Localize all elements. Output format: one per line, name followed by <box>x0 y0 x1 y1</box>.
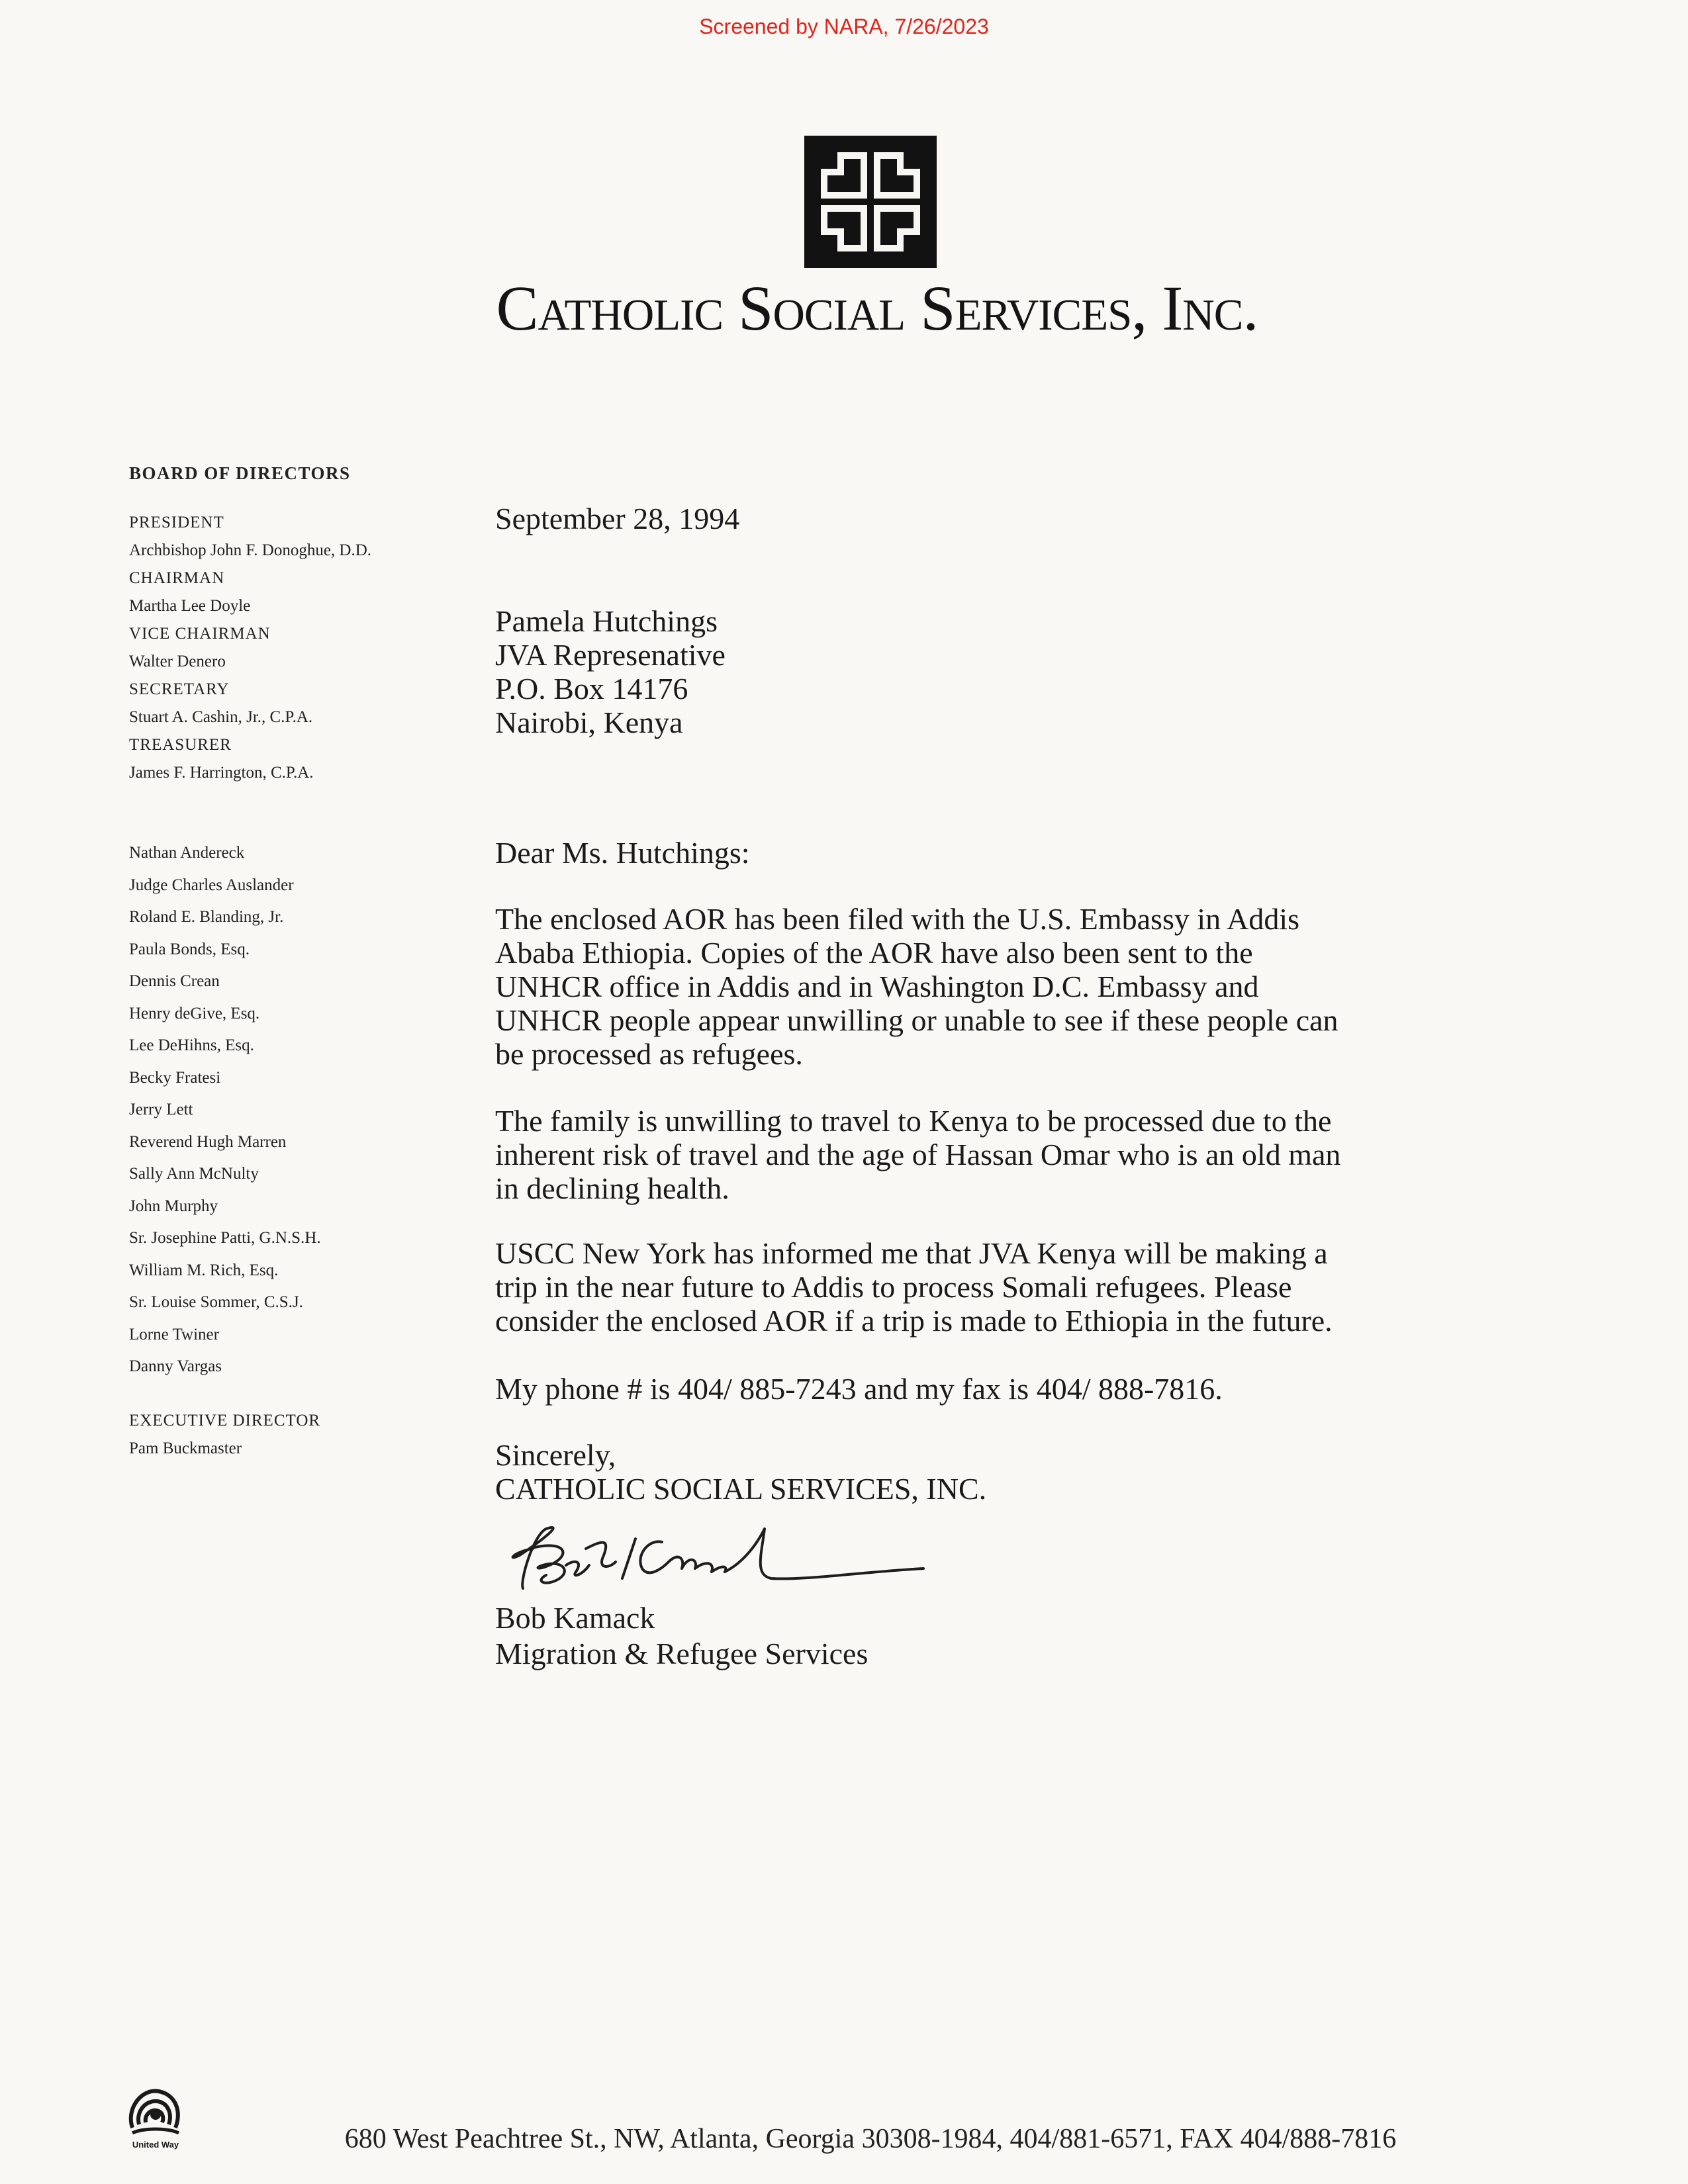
board-members <box>129 837 473 1383</box>
recipient-address <box>495 604 726 739</box>
organization-name: Catholic Social Services, Inc. <box>496 273 1258 343</box>
board-member: Danny Vargas <box>129 1357 222 1375</box>
board-member: Paula Bonds, Esq. <box>129 940 250 958</box>
paragraph-line: consider the enclosed AOR if a trip is made to Ethiopia in the future. <box>495 1304 1333 1338</box>
officer-name: Stuart A. Cashin, Jr., C.P.A. <box>129 708 313 726</box>
officer-role: PRESIDENT <box>129 514 224 531</box>
handwritten-signature <box>493 1502 970 1602</box>
paragraph-1 <box>495 902 1528 1071</box>
board-officers <box>129 509 473 787</box>
board-member: Roland E. Blanding, Jr. <box>129 908 284 926</box>
officer-name: Walter Denero <box>129 653 226 670</box>
officer-role: CHAIRMAN <box>129 569 225 587</box>
board-member: Reverend Hugh Marren <box>129 1132 287 1151</box>
paragraph-line: inherent risk of travel and the age of Hassan Omar who is an old man <box>495 1138 1341 1171</box>
paragraph-line: Ababa Ethiopia. Copies of the AOR have also been sent to the <box>495 936 1253 970</box>
footer-address: 680 West Peachtree St., NW, Atlanta, Georgia 30308-1984, 404/881-6571, FAX 404/888-7816 <box>344 2124 1397 2154</box>
officer-name: James F. Harrington, C.P.A. <box>129 764 314 782</box>
paragraph-2 <box>495 1104 1528 1205</box>
board-member: John Murphy <box>129 1197 218 1215</box>
cross-logo-icon <box>804 136 937 268</box>
paragraph-line: The family is unwilling to travel to Kenya to be processed due to the <box>495 1104 1332 1138</box>
address-line: JVA Represenative <box>495 638 726 672</box>
board-member: Jerry Lett <box>129 1101 193 1118</box>
board-member: Lee DeHihns, Esq. <box>129 1036 254 1054</box>
paragraph-line: USCC New York has informed me that JVA Kenya will be making a <box>495 1236 1328 1270</box>
board-member: William M. Rich, Esq. <box>129 1261 279 1279</box>
paragraph-line: be processed as refugees. <box>495 1037 803 1071</box>
board-member: Lorne Twiner <box>129 1325 219 1343</box>
paragraph-line: The enclosed AOR has been filed with the U.S. Embassy in Addis <box>495 902 1300 936</box>
address-line: P.O. Box 14176 <box>495 672 688 705</box>
address-line: Nairobi, Kenya <box>495 705 683 739</box>
officer-role: VICE CHAIRMAN <box>129 625 271 643</box>
signer-name: Bob Kamack <box>495 1601 655 1635</box>
board-of-directors <box>129 463 473 1463</box>
board-member: Dennis Crean <box>129 972 220 990</box>
closing-word: Sincerely, <box>495 1438 616 1472</box>
signer-block <box>495 1600 868 1672</box>
paragraph-line: UNHCR office in Addis and in Washington D.C. Embassy and <box>495 970 1259 1003</box>
nara-screening-stamp: Screened by NARA, 7/26/2023 <box>699 15 989 38</box>
paragraph-line: My phone # is 404/ 885-7243 and my fax is 404/ 888-7816. <box>495 1372 1223 1406</box>
officer-role: SECRETARY <box>129 680 230 698</box>
executive-director-role: EXECUTIVE DIRECTOR <box>129 1411 321 1430</box>
salutation: Dear Ms. Hutchings: <box>495 836 750 870</box>
letter-date: September 28, 1994 <box>495 502 740 535</box>
board-member: Sr. Louise Sommer, C.S.J. <box>129 1293 303 1311</box>
board-member: Sally Ann McNulty <box>129 1165 259 1183</box>
paragraph-line: UNHCR people appear unwilling or unable to see if these people can <box>495 1003 1338 1037</box>
signer-title: Migration & Refugee Services <box>495 1637 868 1670</box>
paragraph-3 <box>495 1236 1528 1338</box>
board-member: Henry deGive, Esq. <box>129 1004 260 1023</box>
board-member: Nathan Andereck <box>129 844 245 862</box>
paragraph-4 <box>495 1372 1528 1406</box>
address-line: Pamela Hutchings <box>495 604 718 638</box>
officer-name: Archbishop John F. Donoghue, D.D. <box>129 541 372 559</box>
board-member: Judge Charles Auslander <box>129 876 294 894</box>
officer-role: TREASURER <box>129 736 232 754</box>
executive-director <box>129 1407 473 1463</box>
board-member: Becky Fratesi <box>129 1068 221 1087</box>
board-member: Sr. Josephine Patti, G.N.S.H. <box>129 1229 321 1247</box>
closing-organization: CATHOLIC SOCIAL SERVICES, INC. <box>495 1472 987 1506</box>
paragraph-line: in declining health. <box>495 1171 729 1205</box>
executive-director-name: Pam Buckmaster <box>129 1439 242 1457</box>
officer-name: Martha Lee Doyle <box>129 597 251 615</box>
board-heading: BOARD OF DIRECTORS <box>129 463 351 483</box>
paragraph-line: trip in the near future to Addis to process Somali refugees. Please <box>495 1270 1292 1304</box>
united-way-logo-text: United Way <box>132 2140 179 2150</box>
closing <box>495 1438 986 1506</box>
